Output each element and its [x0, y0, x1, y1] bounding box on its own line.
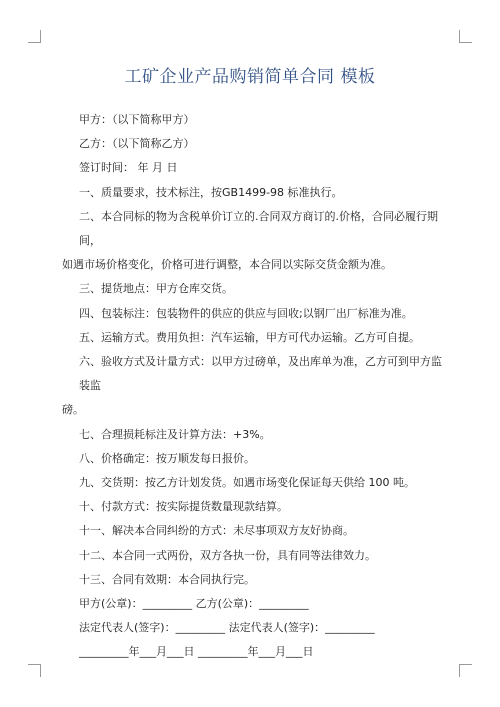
page-corner-mark-top-left — [28, 30, 41, 43]
clause-12: 十二、本合同一式两份，双方各执一份，具有同等法律效力。 — [79, 548, 376, 562]
signature-date-line: _________年___月___日 _________年___月___日 — [79, 645, 314, 659]
clause-9: 九、交货期：按乙方计划发货。如遇市场变化保证每天供给 100 吨。 — [79, 476, 415, 490]
clause-10: 十、付款方式：按实际提货数量现款结算。 — [79, 500, 288, 514]
page-corner-mark-top-right — [459, 30, 472, 43]
clause-4: 四、包装标注：包装物件的供应的供应与回收;以钢厂出厂标准为准。 — [79, 306, 413, 320]
legal-representative-line: 法定代表人(签字)：_________ 法定代表人(签字)：_________ — [79, 621, 375, 635]
party-a-line: 甲方：（以下简称甲方） — [79, 113, 195, 126]
seal-line: 甲方(公章)：_________ 乙方(公章)：_________ — [79, 597, 309, 611]
clause-13: 十三、合同有效期：本合同执行完。 — [79, 572, 255, 586]
party-b-line: 乙方：（以下简称乙方） — [79, 137, 195, 151]
clause-8: 八、价格确定：按万顺发每日报价。 — [79, 451, 255, 465]
clause-7: 七、合理损耗标注及计算方法：+3%。 — [79, 427, 271, 441]
clause-2-line-2: 如遇市场价格变化，价格可进行调整，本合同以实际交货金额为准。 — [62, 258, 392, 272]
clause-2-line-1: 二、本合同标的物为含税单价订立的.合同双方商订的.价格，合同必履行期间， — [79, 209, 438, 248]
clause-6-line-1: 六、验收方式及计量方式：以甲方过磅单，及出库单为准，乙方可到甲方监装监 — [79, 355, 442, 393]
clause-1: 一、质量要求，技术标注，按GB1499-98 标准执行。 — [79, 185, 343, 199]
clause-6-line-2: 磅。 — [62, 403, 84, 417]
sign-time-line: 签订时间： 年 月 日 — [79, 161, 178, 175]
contract-body — [62, 108, 447, 665]
clause-5: 五、运输方式。费用负担：汽车运输，甲方可代办运输。乙方可自提。 — [79, 330, 420, 344]
clause-3: 三、提货地点：甲方仓库交货。 — [79, 282, 233, 296]
page-corner-mark-bottom-left — [28, 664, 41, 677]
page-corner-mark-bottom-right — [459, 664, 472, 677]
clause-11: 十一、解决本合同纠纷的方式：未尽事项双方友好协商。 — [79, 524, 354, 538]
document-title: 工矿企业产品购销简单合同 模板 — [124, 67, 376, 87]
